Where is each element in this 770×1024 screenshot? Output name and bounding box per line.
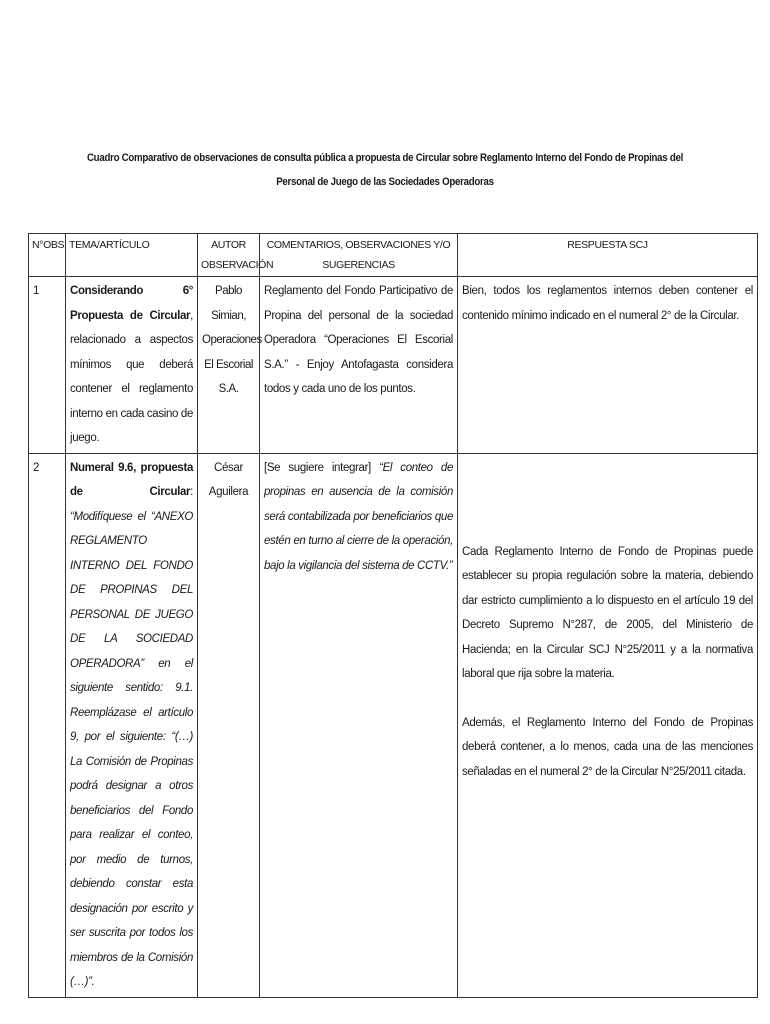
table-row (29, 453, 758, 997)
tema-cell (66, 277, 198, 454)
header-respuesta: RESPUESTA SCJ (458, 234, 758, 277)
comentario-cell: Reglamento del Fondo Participativo de Propina del personal de la sociedad Operadora “Operaciones El Escorial S.A.” - Enjoy Antofagasta considera todos y cada uno de los puntos. (260, 277, 458, 454)
comentario-text: [Se sugiere integrar] (264, 461, 380, 474)
respuesta-spacer (462, 456, 753, 540)
tema-text: , relacionado a aspectos mínimos que deberá contener el reglamento interno en cada casino de juego. (70, 309, 193, 444)
tema-bold-text: Numeral 9.6, propuesta de Circular (70, 461, 193, 498)
autor-cell: Pablo Simian, Operaciones El Escorial S.A. (198, 277, 260, 454)
respuesta-cell: Bien, todos los reglamentos internos deben contener el contenido mínimo indicado en el numeral 2° de la Circular. (458, 277, 758, 454)
title-line-1: Cuadro Comparativo de observaciones de consulta pública a propuesta de Circular sobre Reglamento Interno del Fondo de Propinas del (86, 152, 684, 164)
comentario-italic-text: “El conteo de propinas en ausencia de la comisión será contabilizada por beneficiarios que estén en turno al cierre de la operación, bajo la vigilancia del sistema de CCTV.” (264, 461, 453, 572)
autor-cell: César Aguilera (198, 453, 260, 997)
respuesta-cell (458, 453, 758, 997)
header-autor-line-2: OBSERVACIÓN (201, 259, 274, 271)
header-autor (198, 234, 274, 277)
header-comentarios (260, 234, 458, 277)
table-row (29, 277, 758, 454)
tema-separator: : (190, 486, 193, 498)
tema-italic-text: “Modifíquese el “ANEXO REGLAMENTO INTERNO DEL FONDO DE PROPINAS DEL PERSONAL DE JUEGO DE LA SOCIEDAD OPERADORA” en el siguiente sentido: 9.1. Reemplázase el artículo 9, por el siguiente: “(…) La Comisión de Propinas podrá designar a otros beneficiarios del Fondo para realizar el conteo, por medio de turnos, debiendo constar esta designación por escrito y ser suscrita por todos los miembros de la Comisión (…)”. (70, 510, 193, 988)
header-autor-line-1: AUTOR (211, 239, 246, 251)
title-line-2: Personal de Juego de las Sociedades Operadoras (276, 176, 494, 188)
respuesta-paragraph-2: Además, el Reglamento Interno del Fondo de Propinas deberá contener, a lo menos, cada una de las menciones señaladas en el numeral 2° de la Circular N°25/2011 citada. (462, 716, 753, 778)
observations-table (28, 233, 758, 998)
tema-cell (66, 453, 198, 997)
row-number: 1 (29, 277, 66, 454)
tema-bold-text: Considerando 6° Propuesta de Circular (70, 285, 193, 322)
table-header-row (29, 234, 758, 277)
header-n-obs: N°OBS (29, 234, 66, 277)
header-comentarios-line-1: COMENTARIOS, OBSERVACIONES Y/O (266, 239, 451, 251)
row-number: 2 (29, 453, 66, 997)
header-comentarios-line-2: SUGERENCIAS (322, 259, 395, 271)
comentario-cell (260, 453, 458, 997)
header-tema: TEMA/ARTÍCULO (66, 234, 198, 277)
respuesta-paragraph-1: Cada Reglamento Interno de Fondo de Propinas puede establecer su propia regulación sobre la materia, debiendo dar estricto cumplimiento a lo dispuesto en el artículo 19 del Decreto Supremo N°287, de 2005, del Ministerio de Hacienda; en la Circular SCJ N°25/2011 y a la normativa laboral que rija sobre la materia. (462, 545, 753, 680)
page-title (81, 146, 688, 194)
